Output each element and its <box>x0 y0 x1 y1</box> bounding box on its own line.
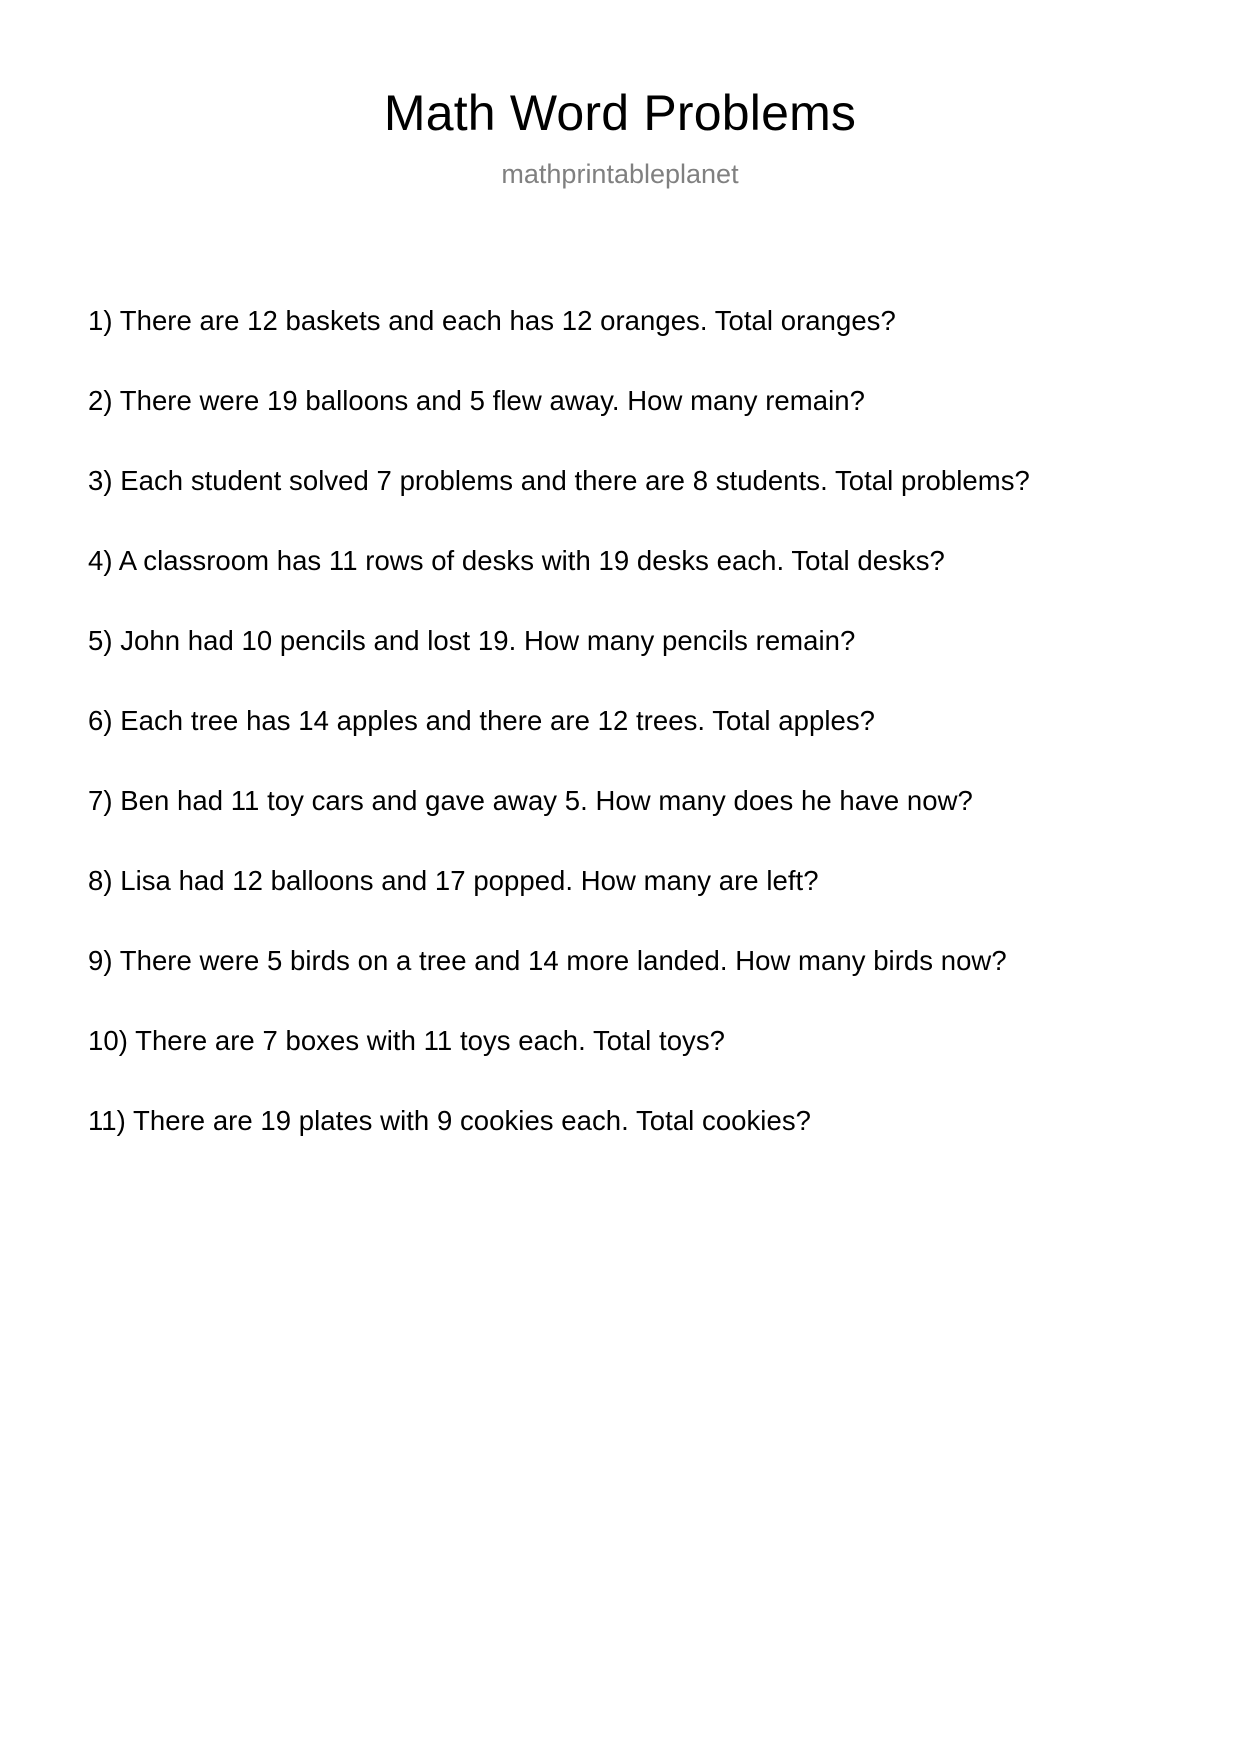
page-subtitle: mathprintableplanet <box>501 159 739 189</box>
problem-line: 2) There were 19 balloons and 5 flew away. How many remain? <box>88 385 865 416</box>
problem-line: 1) There are 12 baskets and each has 12 oranges. Total oranges? <box>88 305 896 336</box>
page-title: Math Word Problems <box>383 85 857 141</box>
problem-line: 7) Ben had 11 toy cars and gave away 5. How many does he have now? <box>88 785 973 816</box>
worksheet-header <box>0 0 1240 190</box>
problem-line: 3) Each student solved 7 problems and there are 8 students. Total problems? <box>88 465 1030 496</box>
problem-line: 6) Each tree has 14 apples and there are 12 trees. Total apples? <box>88 705 875 736</box>
problem-line: 11) There are 19 plates with 9 cookies each. Total cookies? <box>88 1105 811 1136</box>
problem-line: 8) Lisa had 12 balloons and 17 popped. How many are left? <box>88 865 819 896</box>
problem-line: 9) There were 5 birds on a tree and 14 more landed. How many birds now? <box>88 945 1007 976</box>
problem-line: 4) A classroom has 11 rows of desks with 19 desks each. Total desks? <box>88 545 945 576</box>
problem-line: 10) There are 7 boxes with 11 toys each. Total toys? <box>88 1025 725 1056</box>
problem-list <box>88 307 1240 1187</box>
problem-line: 5) John had 10 pencils and lost 19. How many pencils remain? <box>88 625 856 656</box>
